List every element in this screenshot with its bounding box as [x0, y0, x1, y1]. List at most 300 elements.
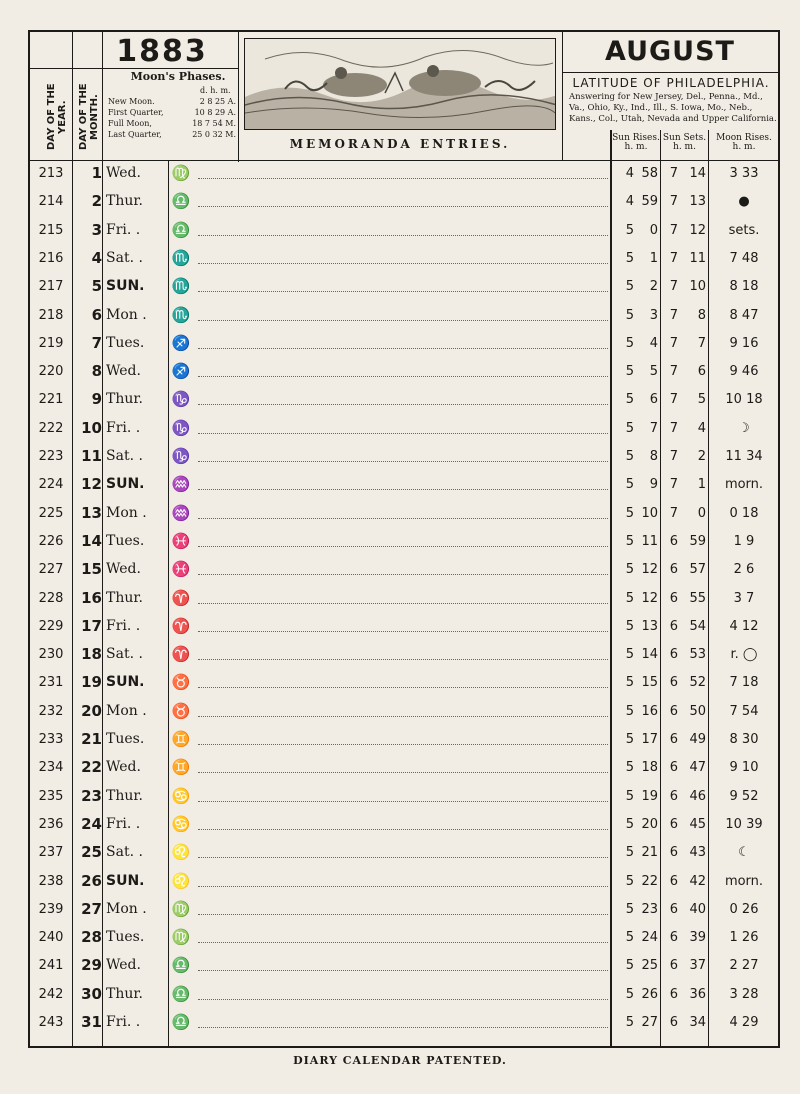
moon-rise-value: 7 18	[729, 675, 759, 691]
weekday-label: Fri. .	[106, 419, 141, 436]
sun-rise-hour: 5	[625, 250, 634, 266]
sun-set-hour: 6	[669, 1015, 678, 1030]
sun-rise-minute: 16	[641, 703, 658, 719]
day-row	[30, 528, 778, 555]
day-row	[30, 217, 778, 244]
day-row	[30, 415, 778, 442]
moon-rise-value: morn.	[724, 477, 764, 493]
sun-set-minute: 46	[689, 788, 706, 804]
sun-rise-hour: 5	[625, 420, 634, 436]
sun-rise-minute: 13	[641, 618, 658, 634]
sun-set-minute: 1	[697, 477, 706, 493]
memo-entry-line[interactable]	[198, 716, 608, 717]
day-of-year: 241	[38, 958, 64, 974]
sun-set-minute: 0	[697, 505, 706, 521]
moon-phases-title: Moon's Phases.	[130, 70, 226, 83]
day-of-month: 20	[81, 701, 102, 720]
moon-rise-value: 8 47	[729, 307, 759, 323]
sun-rise-minute: 10	[641, 505, 658, 521]
day-of-month: 4	[91, 248, 102, 267]
weekday-label: Wed.	[106, 165, 141, 181]
zodiac-icon: ♒	[171, 503, 191, 522]
day-of-year: 227	[38, 562, 64, 578]
moon-rise-value: 2 27	[729, 958, 759, 974]
weekday-label: Tues.	[106, 532, 145, 549]
zodiac-icon: ♎	[171, 956, 191, 975]
zodiac-icon: ♌	[171, 843, 191, 862]
sun-rise-minute: 12	[641, 562, 658, 578]
moon-rise-value: ☽	[738, 420, 750, 436]
weekday-label: Thur.	[106, 391, 143, 408]
sun-set-minute: 39	[689, 930, 706, 946]
memo-entry-line[interactable]	[198, 829, 608, 830]
day-row	[30, 613, 778, 640]
memo-entry-line[interactable]	[198, 687, 608, 688]
day-of-year: 217	[38, 279, 64, 295]
sun-rise-hour: 5	[625, 1015, 634, 1030]
sun-rise-minute: 19	[641, 788, 658, 804]
sun-set-hour: 7	[669, 250, 678, 266]
weekday-label: Tues.	[106, 929, 145, 946]
day-row	[30, 556, 778, 583]
moon-rise-value: 9 52	[729, 788, 759, 804]
memo-entry-line[interactable]	[198, 914, 608, 915]
weekday-label: Tues.	[106, 731, 145, 747]
day-of-month: 3	[91, 220, 102, 239]
weekday-label: SUN.	[106, 476, 145, 493]
memo-entry-line[interactable]	[198, 603, 608, 604]
sun-set-hour: 6	[669, 958, 678, 974]
day-of-year: 233	[38, 732, 64, 747]
memo-entry-line[interactable]	[198, 801, 608, 802]
sun-rise-hour: 5	[625, 533, 634, 549]
sun-rise-hour: 5	[625, 335, 634, 351]
day-of-month: 19	[81, 673, 102, 692]
day-of-month: 28	[81, 928, 102, 947]
sun-rise-minute: 4	[649, 335, 658, 351]
sun-set-minute: 45	[689, 816, 706, 832]
day-of-year: 223	[38, 449, 64, 464]
memo-entry-line[interactable]	[198, 320, 608, 321]
weekday-label: Mon .	[106, 306, 147, 323]
sun-set-minute: 36	[689, 986, 706, 1002]
memo-entry-line[interactable]	[198, 857, 608, 858]
day-of-year: 224	[38, 477, 64, 493]
moon-rise-value: 7 48	[729, 250, 759, 266]
moon-rise-value: 0 18	[729, 505, 759, 521]
weekday-label: SUN.	[106, 674, 145, 691]
weekday-label: Thur.	[106, 589, 143, 606]
sun-rise-minute: 26	[641, 986, 658, 1002]
day-of-year: 232	[38, 703, 64, 719]
sun-rise-hour: 5	[625, 392, 634, 408]
day-row	[30, 386, 778, 413]
memo-entry-line[interactable]	[198, 999, 608, 1000]
day-of-month: 17	[81, 616, 102, 635]
weekday-label: Wed.	[106, 363, 141, 380]
sun-set-hour: 7	[669, 449, 678, 464]
moon-rise-value: 9 16	[729, 335, 759, 351]
moon-rise-value: 9 46	[729, 364, 759, 380]
day-of-year: 222	[38, 420, 64, 436]
memo-entry-line[interactable]	[198, 489, 608, 490]
sun-rise-hour: 5	[625, 505, 634, 521]
sun-set-hour: 6	[669, 986, 678, 1002]
zodiac-icon: ♊	[171, 758, 191, 777]
sun-set-hour: 7	[669, 279, 678, 295]
sun-rise-hour: 5	[625, 477, 634, 493]
moon-rise-value: ☾	[738, 845, 750, 861]
sun-set-minute: 43	[689, 845, 706, 861]
day-of-month: 26	[81, 871, 102, 890]
day-row	[30, 471, 778, 498]
weekday-label: Sat. .	[106, 249, 143, 266]
moon-rise-value: r. ◯	[730, 647, 758, 663]
sun-rise-minute: 24	[641, 930, 658, 946]
memo-entry-line[interactable]	[198, 942, 608, 943]
day-of-month: 9	[91, 390, 102, 409]
day-of-month: 24	[81, 814, 102, 833]
sun-set-hour: 6	[669, 788, 678, 804]
sun-rise-hour: 5	[625, 562, 634, 578]
day-of-year: 235	[38, 788, 64, 804]
day-of-month: 14	[81, 531, 102, 550]
day-of-year: 220	[38, 364, 64, 380]
memo-entry-line[interactable]	[198, 631, 608, 632]
sun-rise-minute: 7	[649, 420, 658, 436]
moon-rise-value: 3 33	[729, 166, 759, 181]
sun-set-hour: 6	[669, 732, 678, 747]
day-row	[30, 698, 778, 725]
sun-set-hour: 7	[669, 222, 678, 238]
day-of-year: 238	[38, 873, 64, 889]
sun-set-minute: 57	[689, 562, 706, 578]
day-row	[30, 952, 778, 979]
memo-entry-line[interactable]	[198, 886, 608, 887]
moon-rise-value: 1 26	[729, 930, 759, 946]
sun-set-hour: 7	[669, 392, 678, 408]
day-row	[30, 754, 778, 781]
zodiac-icon: ♎	[171, 192, 191, 211]
zodiac-icon: ♉	[171, 701, 191, 720]
sun-set-minute: 14	[689, 166, 706, 181]
sun-rise-minute: 8	[649, 449, 658, 464]
memo-entry-line[interactable]	[198, 546, 608, 547]
memo-entry-line[interactable]	[198, 659, 608, 660]
day-row	[30, 302, 778, 329]
memo-entry-line[interactable]	[198, 433, 608, 434]
memo-entry-line[interactable]	[198, 772, 608, 773]
day-of-month: 25	[81, 843, 102, 862]
sun-set-hour: 6	[669, 533, 678, 549]
day-of-month: 31	[81, 1013, 102, 1031]
day-of-year: 230	[38, 647, 64, 663]
day-row	[30, 839, 778, 866]
day-of-month: 21	[81, 730, 102, 748]
weekday-label: Thur.	[106, 787, 143, 804]
memo-entry-line[interactable]	[198, 461, 608, 462]
moon-rise-value: 11 34	[725, 449, 763, 464]
sun-rise-hour: 5	[625, 760, 634, 776]
sun-rise-minute: 23	[641, 901, 658, 917]
zodiac-icon: ♋	[171, 814, 191, 833]
sun-set-minute: 49	[689, 732, 706, 747]
sun-set-minute: 54	[689, 618, 706, 634]
zodiac-icon: ♊	[171, 730, 191, 748]
day-of-month: 7	[91, 333, 102, 352]
sun-set-hour: 6	[669, 901, 678, 917]
day-of-year: 229	[38, 618, 64, 634]
sun-set-hour: 6	[669, 845, 678, 861]
memo-entry-line[interactable]	[198, 348, 608, 349]
sun-rise-hour: 4	[625, 166, 634, 181]
sun-set-minute: 55	[689, 590, 706, 606]
day-row	[30, 1009, 778, 1036]
sun-set-minute: 12	[689, 222, 706, 238]
moon-rise-value: 2 6	[733, 562, 755, 578]
sun-set-minute: 40	[689, 901, 706, 917]
day-of-month-header: DAY OF THE MONTH.	[78, 83, 100, 151]
day-of-year: 214	[38, 194, 64, 210]
sun-rise-hour: 5	[625, 958, 634, 974]
day-of-year: 219	[38, 335, 64, 351]
day-of-year: 234	[38, 760, 64, 776]
day-row	[30, 811, 778, 838]
day-row	[30, 641, 778, 668]
sun-set-minute: 59	[689, 533, 706, 549]
sun-set-minute: 13	[689, 194, 706, 210]
zodiac-icon: ♓	[171, 560, 191, 579]
rule-left-header	[238, 30, 239, 162]
sun-set-hour: 7	[669, 420, 678, 436]
day-of-year: 215	[38, 222, 64, 238]
sun-rise-hour: 5	[625, 675, 634, 691]
zodiac-icon: ♎	[171, 984, 191, 1003]
moon-rise-value: 4 29	[729, 1015, 759, 1030]
day-of-month: 12	[81, 475, 102, 494]
sun-rise-minute: 1	[649, 250, 658, 266]
sun-rise-minute: 59	[641, 194, 658, 210]
zodiac-icon: ♍	[171, 899, 191, 918]
memo-entry-line[interactable]	[198, 235, 608, 236]
day-of-month: 6	[91, 305, 102, 324]
day-of-month: 16	[81, 588, 102, 607]
sun-set-hour: 7	[669, 166, 678, 181]
weekday-label: SUN.	[106, 872, 145, 889]
footer-text: DIARY CALENDAR PATENTED.	[293, 1054, 507, 1067]
memo-entry-line[interactable]	[198, 574, 608, 575]
weekday-label: Tues.	[106, 334, 145, 351]
day-of-year: 231	[38, 675, 64, 691]
day-of-year: 243	[38, 1015, 64, 1030]
sun-set-minute: 4	[697, 420, 706, 436]
moon-rise-value: 1 9	[733, 533, 755, 549]
memo-entry-line[interactable]	[198, 206, 608, 207]
day-of-month: 13	[81, 503, 102, 522]
zodiac-icon: ♑	[171, 447, 191, 465]
day-of-month: 22	[81, 758, 102, 777]
day-of-month: 1	[91, 164, 102, 182]
day-of-month: 23	[81, 786, 102, 805]
weekday-label: Mon .	[106, 702, 147, 719]
zodiac-icon: ♏	[171, 277, 191, 296]
weekday-label: Sat. .	[106, 646, 143, 663]
sun-set-hour: 6	[669, 760, 678, 776]
sun-set-hour: 7	[669, 477, 678, 493]
sun-set-hour: 6	[669, 873, 678, 889]
sun-rise-hour: 5	[625, 986, 634, 1002]
day-of-month: 15	[81, 560, 102, 579]
day-row	[30, 726, 778, 753]
sun-rise-minute: 2	[649, 279, 658, 295]
sun-set-minute: 47	[689, 760, 706, 776]
sun-rise-hour: 5	[625, 647, 634, 663]
moon-rise-value: 7 54	[729, 703, 759, 719]
zodiac-icon: ♑	[171, 390, 191, 409]
weekday-label: Mon .	[106, 504, 147, 521]
sun-rise-minute: 58	[641, 166, 658, 181]
sun-rise-hour: 5	[625, 449, 634, 464]
day-of-month: 18	[81, 645, 102, 664]
sun-rise-minute: 6	[649, 392, 658, 408]
day-row	[30, 188, 778, 215]
sun-set-hour: 6	[669, 618, 678, 634]
zodiac-icon: ♒	[171, 475, 191, 494]
sun-set-minute: 53	[689, 647, 706, 663]
weekday-label: Fri. .	[106, 1014, 141, 1030]
weekday-label: Mon .	[106, 900, 147, 917]
moon-rises-header: Moon Rises. h. m.	[716, 133, 772, 152]
weekday-label: Thur.	[106, 985, 143, 1002]
day-row	[30, 896, 778, 923]
zodiac-icon: ♈	[171, 645, 191, 664]
sun-set-hour: 7	[669, 505, 678, 521]
zodiac-icon: ♐	[171, 362, 191, 381]
weekday-label: Wed.	[106, 759, 141, 776]
day-row	[30, 783, 778, 810]
latitude-title: LATITUDE OF PHILADELPHIA.	[572, 76, 770, 90]
sun-rise-hour: 5	[625, 222, 634, 238]
sun-rise-minute: 22	[641, 873, 658, 889]
memo-entry-line[interactable]	[198, 376, 608, 377]
day-row	[30, 500, 778, 527]
year-title: 1883	[116, 34, 208, 69]
zodiac-icon: ♍	[171, 164, 191, 182]
weekday-label: Wed.	[106, 957, 141, 974]
sun-rise-hour: 5	[625, 307, 634, 323]
zodiac-icon: ♈	[171, 616, 191, 635]
sun-rise-minute: 12	[641, 590, 658, 606]
sun-rise-hour: 5	[625, 816, 634, 832]
day-of-year: 213	[38, 166, 64, 181]
day-of-year: 226	[38, 533, 64, 549]
sun-set-minute: 7	[697, 335, 706, 351]
sun-set-hour: 6	[669, 562, 678, 578]
memo-entry-line[interactable]	[198, 404, 608, 405]
sun-set-minute: 11	[689, 250, 706, 266]
sun-set-hour: 6	[669, 816, 678, 832]
sun-rise-minute: 14	[641, 647, 658, 663]
memo-entry-line[interactable]	[198, 263, 608, 264]
weekday-label: Sat. .	[106, 448, 143, 464]
moon-rise-value: 8 30	[729, 732, 759, 747]
sun-set-minute: 10	[689, 279, 706, 295]
memo-entry-line[interactable]	[198, 1027, 608, 1028]
sun-rise-hour: 5	[625, 901, 634, 917]
rule-right-header	[562, 30, 563, 160]
day-of-month: 30	[81, 984, 102, 1003]
moon-rise-value: 9 10	[729, 760, 759, 776]
sun-set-minute: 50	[689, 703, 706, 719]
sun-rise-minute: 11	[641, 533, 658, 549]
sun-rise-minute: 0	[649, 222, 658, 238]
memo-entry-line[interactable]	[198, 970, 608, 971]
sun-rise-minute: 20	[641, 816, 658, 832]
weekday-label: Fri. .	[106, 815, 141, 832]
day-of-year: 242	[38, 986, 64, 1002]
zodiac-icon: ♍	[171, 928, 191, 947]
moon-rise-value: 3 28	[729, 986, 759, 1002]
day-row	[30, 981, 778, 1008]
sun-set-hour: 7	[669, 335, 678, 351]
zodiac-icon: ♐	[171, 333, 191, 352]
weekday-label: Wed.	[106, 561, 141, 578]
zodiac-icon: ♏	[171, 305, 191, 324]
day-row	[30, 868, 778, 895]
day-row	[30, 358, 778, 385]
memo-entry-line[interactable]	[198, 744, 608, 745]
sun-rise-minute: 18	[641, 760, 658, 776]
moon-rise-value: morn.	[724, 873, 764, 889]
day-row	[30, 585, 778, 612]
zodiac-icon: ♌	[171, 871, 191, 890]
moon-rise-value: ●	[738, 194, 750, 210]
month-rule	[562, 72, 780, 73]
sun-rise-minute: 17	[641, 732, 658, 747]
day-of-month: 11	[81, 447, 102, 465]
sun-set-hour: 7	[669, 194, 678, 210]
day-row	[30, 273, 778, 300]
sun-rise-minute: 3	[649, 307, 658, 323]
memo-entry-line[interactable]	[198, 291, 608, 292]
sun-rises-header: Sun Rises. h. m.	[612, 133, 660, 152]
zodiac-icon: ♈	[171, 588, 191, 607]
moon-rise-value: sets.	[728, 222, 760, 238]
day-of-month: 10	[81, 418, 102, 437]
zodiac-icon: ♓	[171, 531, 191, 550]
latitude-description: Answering for New Jersey, Del., Penna., Md., Va., Ohio, Ky., Ind., Ill., S. Iowa, Mo., Neb., Kans., Col., Utah, Nevada and Upper California.	[569, 92, 777, 124]
zodiac-icon: ♑	[171, 418, 191, 437]
sun-set-minute: 5	[697, 392, 706, 408]
moon-rise-value: 4 12	[729, 618, 759, 634]
sun-rise-minute: 15	[641, 675, 658, 691]
day-of-month: 27	[81, 899, 102, 918]
sun-rise-hour: 5	[625, 845, 634, 861]
zodiac-icon: ♎	[171, 220, 191, 239]
day-of-year: 228	[38, 590, 64, 606]
sun-rise-hour: 5	[625, 279, 634, 295]
memo-entry-line[interactable]	[198, 178, 608, 179]
sun-set-minute: 8	[697, 307, 706, 323]
moon-rise-value: 10 18	[725, 392, 763, 408]
zodiac-icon: ♏	[171, 248, 191, 267]
sun-rise-hour: 5	[625, 788, 634, 804]
moon-phases-units: d. h. m.	[200, 86, 231, 95]
day-of-year: 237	[38, 845, 64, 861]
day-of-year: 225	[38, 505, 64, 521]
memo-entry-line[interactable]	[198, 518, 608, 519]
weekday-label: Thur.	[106, 193, 143, 210]
